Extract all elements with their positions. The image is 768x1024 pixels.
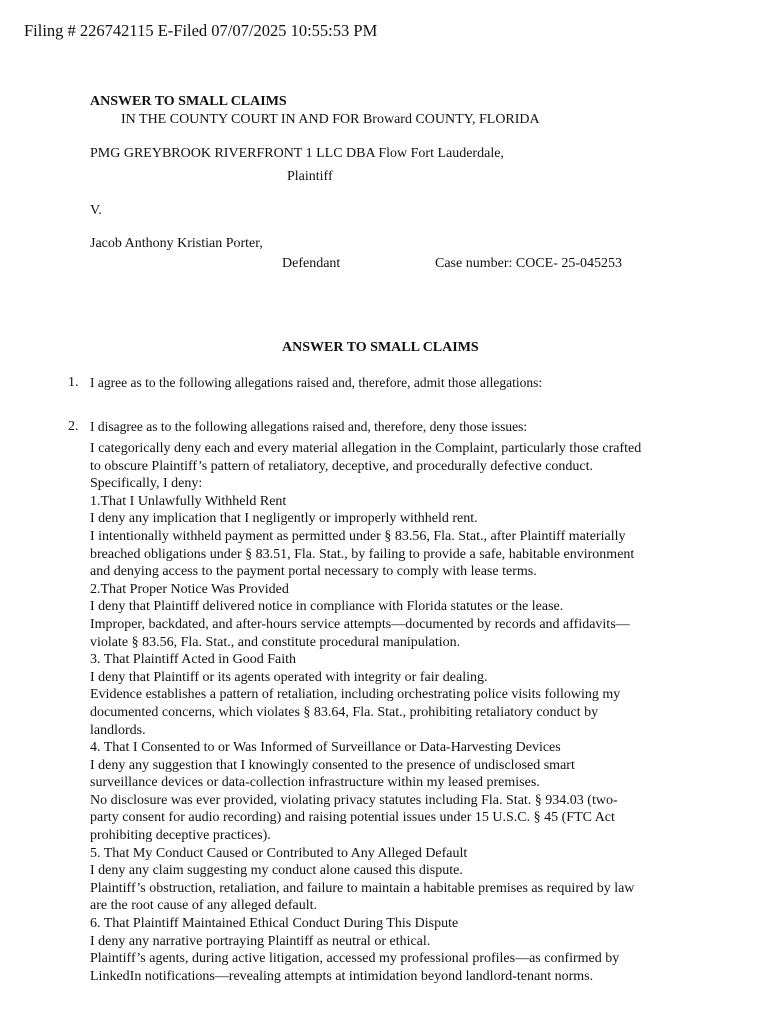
body-line: and denying access to the payment portal necessary to comply with lease terms. <box>90 564 537 580</box>
body-line: Plaintiff’s obstruction, retaliation, and failure to maintain a habitable premises as required by law <box>90 880 635 896</box>
body-line: I categorically deny each and every material allegation in the Complaint, particularly those crafted <box>90 441 642 456</box>
versus-label: V. <box>90 203 102 218</box>
document-title: ANSWER TO SMALL CLAIMS <box>90 94 287 109</box>
body-line: Improper, backdated, and after-hours service attempts—documented by records and affidavits— <box>90 616 630 632</box>
defendant-name: Jacob Anthony Kristian Porter, <box>90 236 263 251</box>
body-line: violate § 83.56, Fla. Stat., and constitute procedural manipulation. <box>90 634 461 650</box>
body-line: 6. That Plaintiff Maintained Ethical Conduct During This Dispute <box>90 916 459 932</box>
item-2-number: 2. <box>68 419 79 434</box>
plaintiff-name: PMG GREYBROOK RIVERFRONT 1 LLC DBA Flow Fort Lauderdale, <box>90 146 504 161</box>
body-line: breached obligations under § 83.51, Fla. Stat., by failing to provide a safe, habitable environment <box>90 546 635 562</box>
body-line: LinkedIn notifications—revealing attempts at intimidation beyond landlord-tenant norms. <box>90 968 594 984</box>
body-line: I deny that Plaintiff delivered notice in compliance with Florida statutes or the lease. <box>90 599 564 615</box>
body-line: I deny any suggestion that I knowingly consented to the presence of undisclosed smart <box>90 757 575 773</box>
body-line: are the root cause of any alleged default. <box>90 898 318 914</box>
body-line: prohibiting deceptive practices). <box>90 828 271 844</box>
body-line: I deny any claim suggesting my conduct alone caused this dispute. <box>90 863 463 879</box>
body-line: I deny that Plaintiff or its agents operated with integrity or fair dealing. <box>90 669 488 685</box>
body-line: surveillance devices or data-collection infrastructure within my leased premises. <box>90 775 540 791</box>
item-1-number: 1. <box>68 375 79 390</box>
item-2-text: I disagree as to the following allegations raised and, therefore, deny those issues: <box>90 419 528 434</box>
court-caption: IN THE COUNTY COURT IN AND FOR Broward COUNTY, FLORIDA <box>121 112 540 127</box>
case-number: Case number: COCE- 25-045253 <box>435 256 623 271</box>
body-line: Evidence establishes a pattern of retaliation, including orchestrating police visits following my <box>90 687 621 703</box>
body-line: I intentionally withheld payment as permitted under § 83.56, Fla. Stat., after Plaintiff materially <box>90 528 626 544</box>
body-line: Plaintiff’s agents, during active litigation, accessed my professional profiles—as confirmed by <box>90 951 620 967</box>
body-line: Specifically, I deny: <box>90 476 203 492</box>
section-title: ANSWER TO SMALL CLAIMS <box>282 340 479 355</box>
body-line: party consent for audio recording) and raising potential issues under 15 U.S.C. § 45 (FTC Act <box>90 810 615 826</box>
body-line: I deny any narrative portraying Plaintiff as neutral or ethical. <box>90 933 431 949</box>
body-line: I deny any implication that I negligently or improperly withheld rent. <box>90 511 478 527</box>
body-line: 3. That Plaintiff Acted in Good Faith <box>90 652 296 668</box>
body-line: 4. That I Consented to or Was Informed of Surveillance or Data-Harvesting Devices <box>90 740 561 756</box>
item-1-text: I agree as to the following allegations raised and, therefore, admit those allegations: <box>90 375 543 390</box>
body-line: 1.That I Unlawfully Withheld Rent <box>90 493 287 509</box>
body-line: 5. That My Conduct Caused or Contributed to Any Alleged Default <box>90 845 468 861</box>
body-line: documented concerns, which violates § 83.64, Fla. Stat., prohibiting retaliatory conduct by <box>90 704 599 720</box>
body-line: to obscure Plaintiff’s pattern of retaliatory, deceptive, and procedurally defective conduct. <box>90 458 594 474</box>
body-line: landlords. <box>90 722 146 738</box>
filing-header: Filing # 226742115 E-Filed 07/07/2025 10:55:53 PM <box>24 21 378 40</box>
body-line: 2.That Proper Notice Was Provided <box>90 581 289 597</box>
body-line: No disclosure was ever provided, violating privacy statutes including Fla. Stat. § 934.03 (two- <box>90 792 618 808</box>
defendant-label: Defendant <box>282 256 341 271</box>
plaintiff-label: Plaintiff <box>287 169 333 184</box>
denial-body <box>90 440 690 985</box>
